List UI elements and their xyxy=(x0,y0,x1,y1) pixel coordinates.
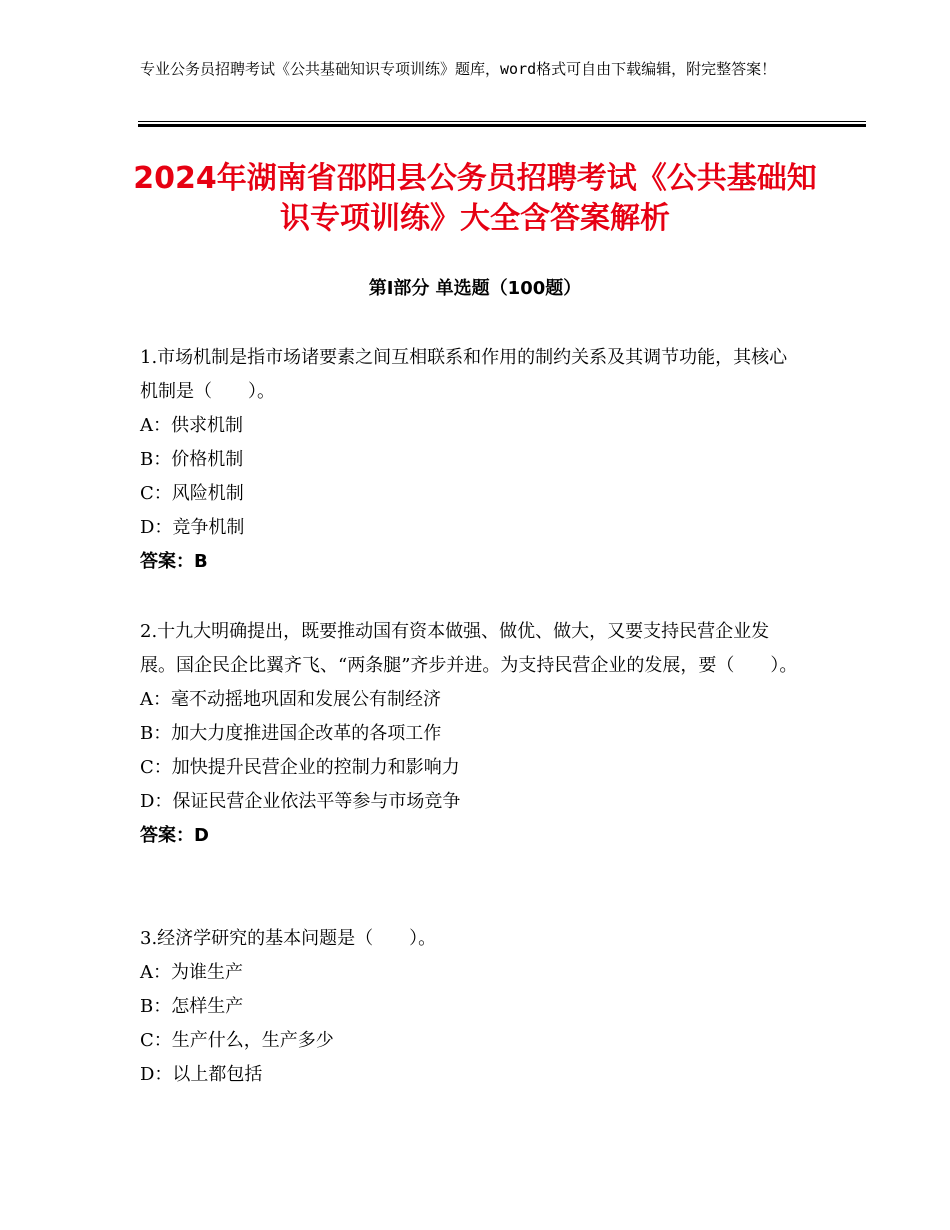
header-note: 专业公务员招聘考试《公共基础知识专项训练》题库，word格式可自由下载编辑，附完整答案！ xyxy=(140,60,777,78)
header-rule-thick xyxy=(138,124,866,127)
option-b: B：加大力度推进国企改革的各项工作 xyxy=(140,723,442,744)
answer-line: 答案：B xyxy=(140,551,208,572)
question-stem: 3.经济学研究的基本问题是（ ）。 xyxy=(140,928,437,949)
option-a: A：毫不动摇地巩固和发展公有制经济 xyxy=(140,689,441,710)
header-rule-thin xyxy=(138,121,866,122)
option-a: A：为谁生产 xyxy=(140,962,243,983)
option-b: B：怎样生产 xyxy=(140,996,244,1017)
document-title: 2024年湖南省邵阳县公务员招聘考试《公共基础知识专项训练》大全含答案解析 xyxy=(133,161,817,236)
section-title: 第Ⅰ部分 单选题（100题） xyxy=(368,278,582,299)
question-stem: 1.市场机制是指市场诸要素之间互相联系和作用的制约关系及其调节功能，其核心机制是（ ）。 xyxy=(140,347,788,402)
option-d: D：保证民营企业依法平等参与市场竞争 xyxy=(140,791,461,812)
answer-line: 答案：D xyxy=(140,825,209,846)
question-2 xyxy=(140,615,805,853)
question-1 xyxy=(140,341,805,579)
question-3 xyxy=(140,922,805,1092)
option-c: C：加快提升民营企业的控制力和影响力 xyxy=(140,757,460,778)
option-d: D：以上都包括 xyxy=(140,1064,263,1085)
option-c: C：风险机制 xyxy=(140,483,244,504)
option-a: A：供求机制 xyxy=(140,415,243,436)
option-c: C：生产什么，生产多少 xyxy=(140,1030,334,1051)
question-stem: 2.十九大明确提出，既要推动国有资本做强、做优、做大，又要支持民营企业发展。国企民企比翼齐飞、“两条腿”齐步并进。为支持民营企业的发展，要（ ）。 xyxy=(140,621,798,676)
option-b: B：价格机制 xyxy=(140,449,244,470)
option-d: D：竞争机制 xyxy=(140,517,245,538)
